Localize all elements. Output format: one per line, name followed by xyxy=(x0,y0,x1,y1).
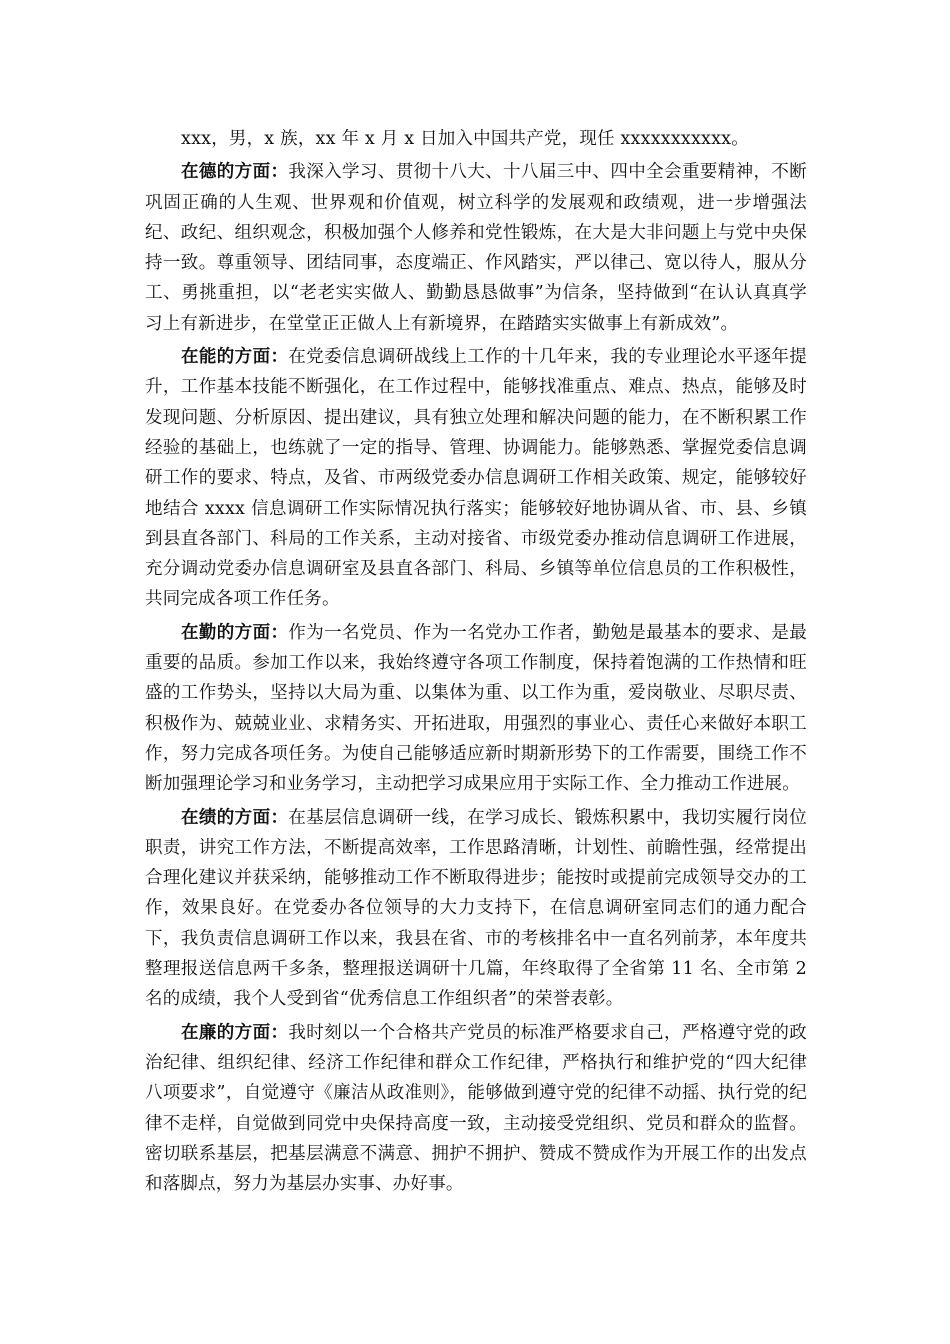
section-heading-de: 在德的方面： xyxy=(181,162,289,183)
section-heading-ji: 在绩的方面： xyxy=(181,807,289,828)
section-body-de: 我深入学习、贯彻十八大、十八届三中、四中全会重要精神，不断巩固正确的人生观、世界观和价值观，树立科学的发展观和政绩观，进一步增强法纪、政纪、组织观念，积极加强个人修养和党性锻炼，在大是大非问题上与党中央保持一致。尊重领导、团结同事，态度端正、作风踏实，严以律己、宽以待人，服从分工、勇挑重担，以“老老实实做人、勤勤恳恳做事”为信条，坚持做到“在认认真真学习上有新进步，在堂堂正正做人上有新境界，在踏踏实实做事上有新成效”。 xyxy=(145,162,807,334)
section-body-neng: 在党委信息调研战线上工作的十几年来，我的专业理论水平逐年提升，工作基本技能不断强化，在工作过程中，能够找准重点、难点、热点，能够及时发现问题、分析原因、提出建议，具有独立处理和解决问题的能力，在不断积累工作经验的基础上，也练就了一定的指导、管理、协调能力。能够熟悉、掌握党委信息调研工作的要求、特点，及省、市两级党委办信息调研工作相关政策、规定，能够较好地结合 xxxx 信息调研工作实际情况执行落实；能够较好地协调从省、市、县、乡镇到县直各部门、科局的工作关系，主动对接省、市级党委办推动信息调研工作进展，充分调动党委办信息调研室及县直各部门、科局、乡镇等单位信息员的工作积极性，共同完成各项工作任务。 xyxy=(145,347,807,610)
section-paragraph-lian xyxy=(145,1018,807,1200)
section-heading-lian: 在廉的方面： xyxy=(181,1022,289,1043)
section-body-lian: 我时刻以一个合格共产党员的标准严格要求自己，严格遵守党的政治纪律、组织纪律、经济工作纪律和群众工作纪律，严格执行和维护党的“四大纪律八项要求”，自觉遵守《廉洁从政准则》，能够做到遵守党的纪律不动摇、执行党的纪律不走样，自觉做到同党中央保持高度一致，主动接受党组织、党员和群众的监督。密切联系基层，把基层满意不满意、拥护不拥护、赞成不赞成作为开展工作的出发点和落脚点，努力为基层办实事、办好事。 xyxy=(145,1022,807,1195)
section-paragraph-ji xyxy=(145,803,807,1015)
section-paragraph-neng xyxy=(145,342,807,615)
section-heading-neng: 在能的方面： xyxy=(181,347,289,368)
section-paragraph-de xyxy=(145,157,807,339)
intro-text: xxx，男，x 族，xx 年 x 月 x 日加入中国共产党，现任 xxxxxxxxxxx。 xyxy=(181,129,749,149)
section-paragraph-qin xyxy=(145,618,807,800)
intro-paragraph xyxy=(145,124,807,154)
document-page xyxy=(145,124,807,1202)
section-body-qin: 作为一名党员、作为一名党办工作者，勤勉是最基本的要求、是最重要的品质。参加工作以来，我始终遵守各项工作制度，保持着饱满的工作热情和旺盛的工作势头，坚持以大局为重、以集体为重、以工作为重，爱岗敬业、尽职尽责、积极作为、兢兢业业、求精务实、开拓进取，用强烈的事业心、责任心来做好本职工作，努力完成各项任务。为使自己能够适应新时期新形势下的工作需要，围绕工作不断加强理论学习和业务学习，主动把学习成果应用于实际工作、全力推动工作进展。 xyxy=(145,622,807,795)
section-heading-qin: 在勤的方面： xyxy=(181,622,289,643)
section-body-ji: 在基层信息调研一线，在学习成长、锻炼积累中，我切实履行岗位职责，讲究工作方法，不断提高效率，工作思路清晰，计划性、前瞻性强，经常提出合理化建议并获采纳，能够推动工作不断取得进步；能按时或提前完成领导交办的工作，效果良好。在党委办各位领导的大力支持下，在信息调研室同志们的通力配合下，我负责信息调研工作以来，我县在省、市的考核排名中一直名列前茅，本年度共整理报送信息两千多条，整理报送调研十几篇，年终取得了全省第 11 名、全市第 2 名的成绩，我个人受到省“优秀信息工作组织者”的荣誉表彰。 xyxy=(145,807,807,1010)
